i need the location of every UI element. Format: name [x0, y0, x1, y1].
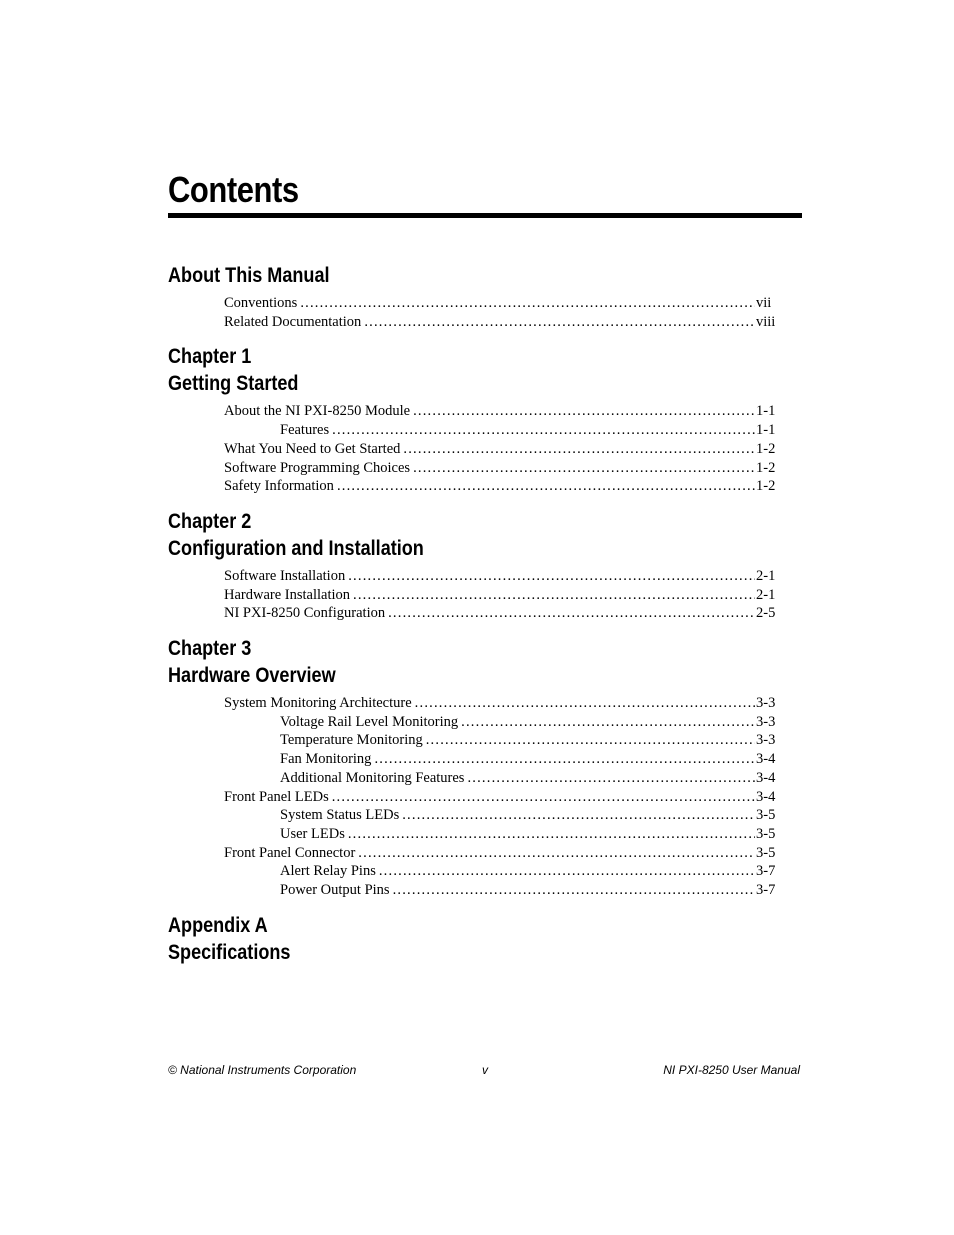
toc-entry[interactable]: [224, 844, 776, 863]
section-heading: Appendix A: [168, 913, 268, 937]
toc-entry-label: Front Panel LEDs: [224, 788, 329, 805]
toc-entry-label: Features: [280, 422, 330, 439]
toc-entry-page: 3-7: [756, 882, 776, 899]
dot-leader: [348, 567, 755, 586]
dot-leader: [413, 459, 755, 478]
toc-entry-label: Temperature Monitoring: [280, 732, 423, 749]
section-heading: Chapter 3: [168, 637, 252, 661]
section-heading: Chapter 1: [168, 345, 252, 369]
dot-leader: [358, 844, 755, 863]
toc-entry-page: vii: [756, 295, 772, 311]
toc-entry-label: Safety Information: [224, 478, 334, 495]
toc-entry-label: Front Panel Connector: [224, 844, 356, 861]
dot-leader: [467, 769, 755, 788]
toc-entry-page: 1-1: [756, 403, 776, 420]
toc-section: [168, 508, 802, 623]
dot-leader: [415, 694, 755, 713]
section-heading: Getting Started: [168, 372, 299, 396]
dot-leader: [353, 586, 755, 605]
toc-section: [168, 912, 802, 966]
toc-entry[interactable]: [224, 567, 776, 586]
toc-entry-page: 3-3: [756, 713, 776, 730]
toc-entry-page: 3-5: [756, 807, 776, 824]
page-title: Contents: [168, 169, 299, 210]
dot-leader: [393, 881, 755, 900]
toc-entry-page: 3-5: [756, 844, 776, 861]
toc-entry-page: 2-1: [756, 586, 776, 603]
toc-entry[interactable]: [280, 713, 776, 732]
toc-entry[interactable]: [224, 402, 776, 421]
section-heading: Hardware Overview: [168, 664, 336, 688]
toc-entry-list: [168, 567, 802, 623]
toc-entry[interactable]: [224, 604, 776, 623]
dot-leader: [364, 313, 755, 332]
toc-entry-page: 2-5: [756, 605, 776, 622]
table-of-contents: [168, 262, 802, 978]
toc-entry-label: Conventions: [224, 295, 298, 311]
toc-entry-list: [168, 294, 802, 331]
footer-page-number: v: [482, 1063, 488, 1077]
dot-leader: [300, 294, 755, 313]
toc-entry[interactable]: [224, 694, 776, 713]
toc-entry[interactable]: [224, 313, 776, 332]
toc-entry-page: viii: [756, 313, 776, 330]
dot-leader: [402, 806, 755, 825]
toc-entry-label: Hardware Installation: [224, 586, 351, 603]
toc-entry[interactable]: [224, 586, 776, 605]
toc-entry-label: System Monitoring Architecture: [224, 695, 412, 712]
toc-entry-page: 1-2: [756, 440, 776, 457]
toc-entry[interactable]: [280, 825, 776, 844]
toc-entry[interactable]: [280, 750, 776, 769]
toc-entry-label: NI PXI-8250 Configuration: [224, 605, 386, 622]
toc-entry-page: 3-3: [756, 695, 776, 712]
toc-entry-page: 3-5: [756, 825, 776, 842]
toc-section: [168, 635, 802, 900]
toc-entry-page: 3-3: [756, 732, 776, 749]
toc-entry-label: Software Installation: [224, 567, 346, 584]
toc-entry[interactable]: [224, 788, 776, 807]
dot-leader: [332, 421, 755, 440]
dot-leader: [426, 731, 755, 750]
toc-entry[interactable]: [280, 806, 776, 825]
toc-entry-page: 3-4: [756, 769, 776, 786]
dot-leader: [337, 477, 755, 496]
toc-entry-label: What You Need to Get Started: [224, 440, 401, 457]
toc-entry-label: Power Output Pins: [280, 882, 390, 899]
section-heading: Specifications: [168, 940, 291, 964]
toc-entry-label: Software Programming Choices: [224, 459, 411, 476]
toc-entry-label: Voltage Rail Level Monitoring: [280, 713, 459, 730]
dot-leader: [403, 440, 755, 459]
toc-entry-page: 3-4: [756, 751, 776, 768]
toc-entry[interactable]: [224, 477, 776, 496]
title-rule: [168, 213, 802, 218]
toc-entry[interactable]: [280, 862, 776, 881]
toc-entry-label: Alert Relay Pins: [280, 863, 376, 880]
toc-entry-label: Fan Monitoring: [280, 751, 372, 768]
toc-entry-page: 3-4: [756, 788, 776, 805]
document-page: [168, 0, 802, 1235]
dot-leader: [379, 862, 755, 881]
dot-leader: [388, 604, 755, 623]
toc-entry[interactable]: [224, 459, 776, 478]
toc-entry[interactable]: [280, 881, 776, 900]
toc-entry[interactable]: [224, 440, 776, 459]
toc-entry-label: Related Documentation: [224, 313, 362, 330]
toc-entry[interactable]: [280, 731, 776, 750]
dot-leader: [461, 713, 755, 732]
toc-entry-page: 1-2: [756, 478, 776, 495]
toc-entry-label: About the NI PXI-8250 Module: [224, 403, 411, 420]
toc-entry-page: 3-7: [756, 863, 776, 880]
section-heading: About This Manual: [168, 264, 330, 287]
toc-entry-page: 1-2: [756, 459, 776, 476]
toc-section: [168, 262, 802, 331]
toc-section: [168, 343, 802, 496]
toc-entry-list: [168, 694, 802, 900]
toc-entry[interactable]: [224, 294, 776, 313]
toc-entry-label: Additional Monitoring Features: [280, 769, 465, 786]
section-heading: Chapter 2: [168, 509, 252, 533]
toc-entry[interactable]: [280, 421, 776, 440]
toc-entry-label: System Status LEDs: [280, 807, 400, 824]
toc-entry[interactable]: [280, 769, 776, 788]
toc-entry-page: 2-1: [756, 567, 776, 584]
section-heading: Configuration and Installation: [168, 536, 424, 560]
toc-entry-page: 1-1: [756, 422, 776, 439]
toc-entry-list: [168, 402, 802, 496]
toc-entry-label: User LEDs: [280, 825, 345, 842]
footer-copyright: © National Instruments Corporation: [168, 1063, 357, 1077]
footer-manual-title: NI PXI-8250 User Manual: [663, 1063, 800, 1077]
dot-leader: [413, 402, 755, 421]
dot-leader: [332, 788, 755, 807]
dot-leader: [374, 750, 755, 769]
dot-leader: [348, 825, 755, 844]
